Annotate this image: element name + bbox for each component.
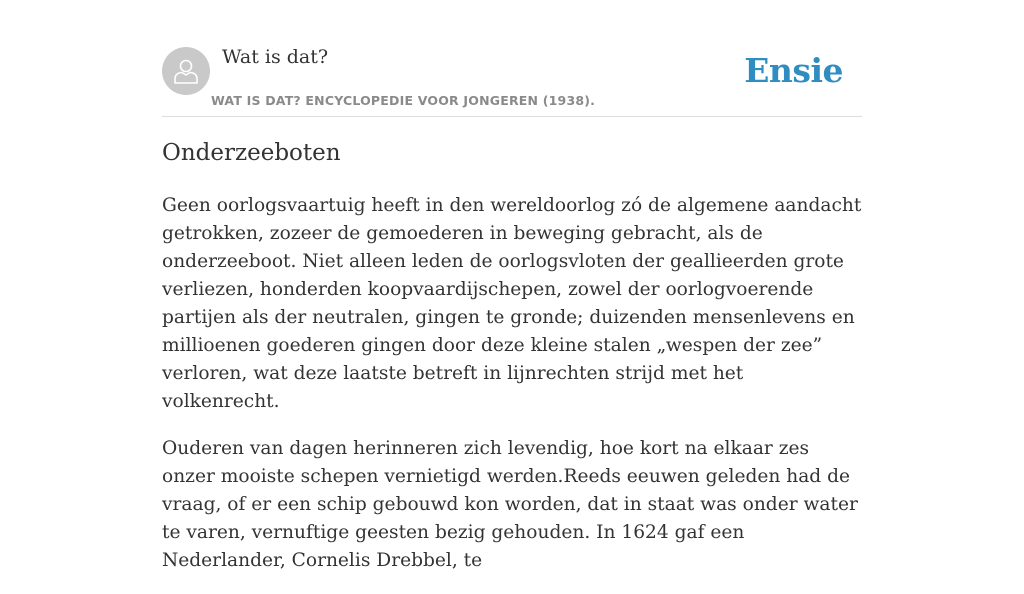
article-title: Onderzeeboten: [162, 140, 341, 166]
article-container: [162, 0, 862, 571]
source-subtitle: WAT IS DAT? ENCYCLOPEDIE VOOR JONGEREN (1938).: [211, 93, 596, 108]
source-title[interactable]: Wat is dat?: [222, 46, 329, 68]
article-paragraph: Ouderen van dagen herinneren zich levendig, hoe kort na elkaar zes onzer mooiste schepen vernietigd werden.Reeds eeuwen geleden had de vraag, of er een schip gebouwd kon worden, dat in staat was onder water te varen, vernuftige geesten bezig gehouden. In 1624 gaf een Nederlander, Cornelis Drebbel, te: [162, 438, 858, 571]
article-paragraph: Geen oorlogsvaartuig heeft in den wereldoorlog zó de algemene aandacht getrokken, zozeer de gemoederen in beweging gebracht, als de onderzeeboot. Niet alleen leden de oorlogsvloten der geallieerden grote verliezen, honderden koopvaardijschepen, zowel der oorlogvoerende partijen als der neutralen, gingen te gronde; duizenden mensenlevens en millioenen goederen gingen door deze kleine stalen „wespen der zee” verloren, wat deze laatste betreft in lijnrechten strijd met het volkenrecht.: [162, 195, 862, 412]
user-icon: [171, 56, 201, 86]
source-avatar[interactable]: [162, 47, 210, 95]
brand-logo[interactable]: Ensie: [744, 51, 843, 90]
article-body: [162, 192, 862, 594]
source-header: [162, 0, 862, 117]
